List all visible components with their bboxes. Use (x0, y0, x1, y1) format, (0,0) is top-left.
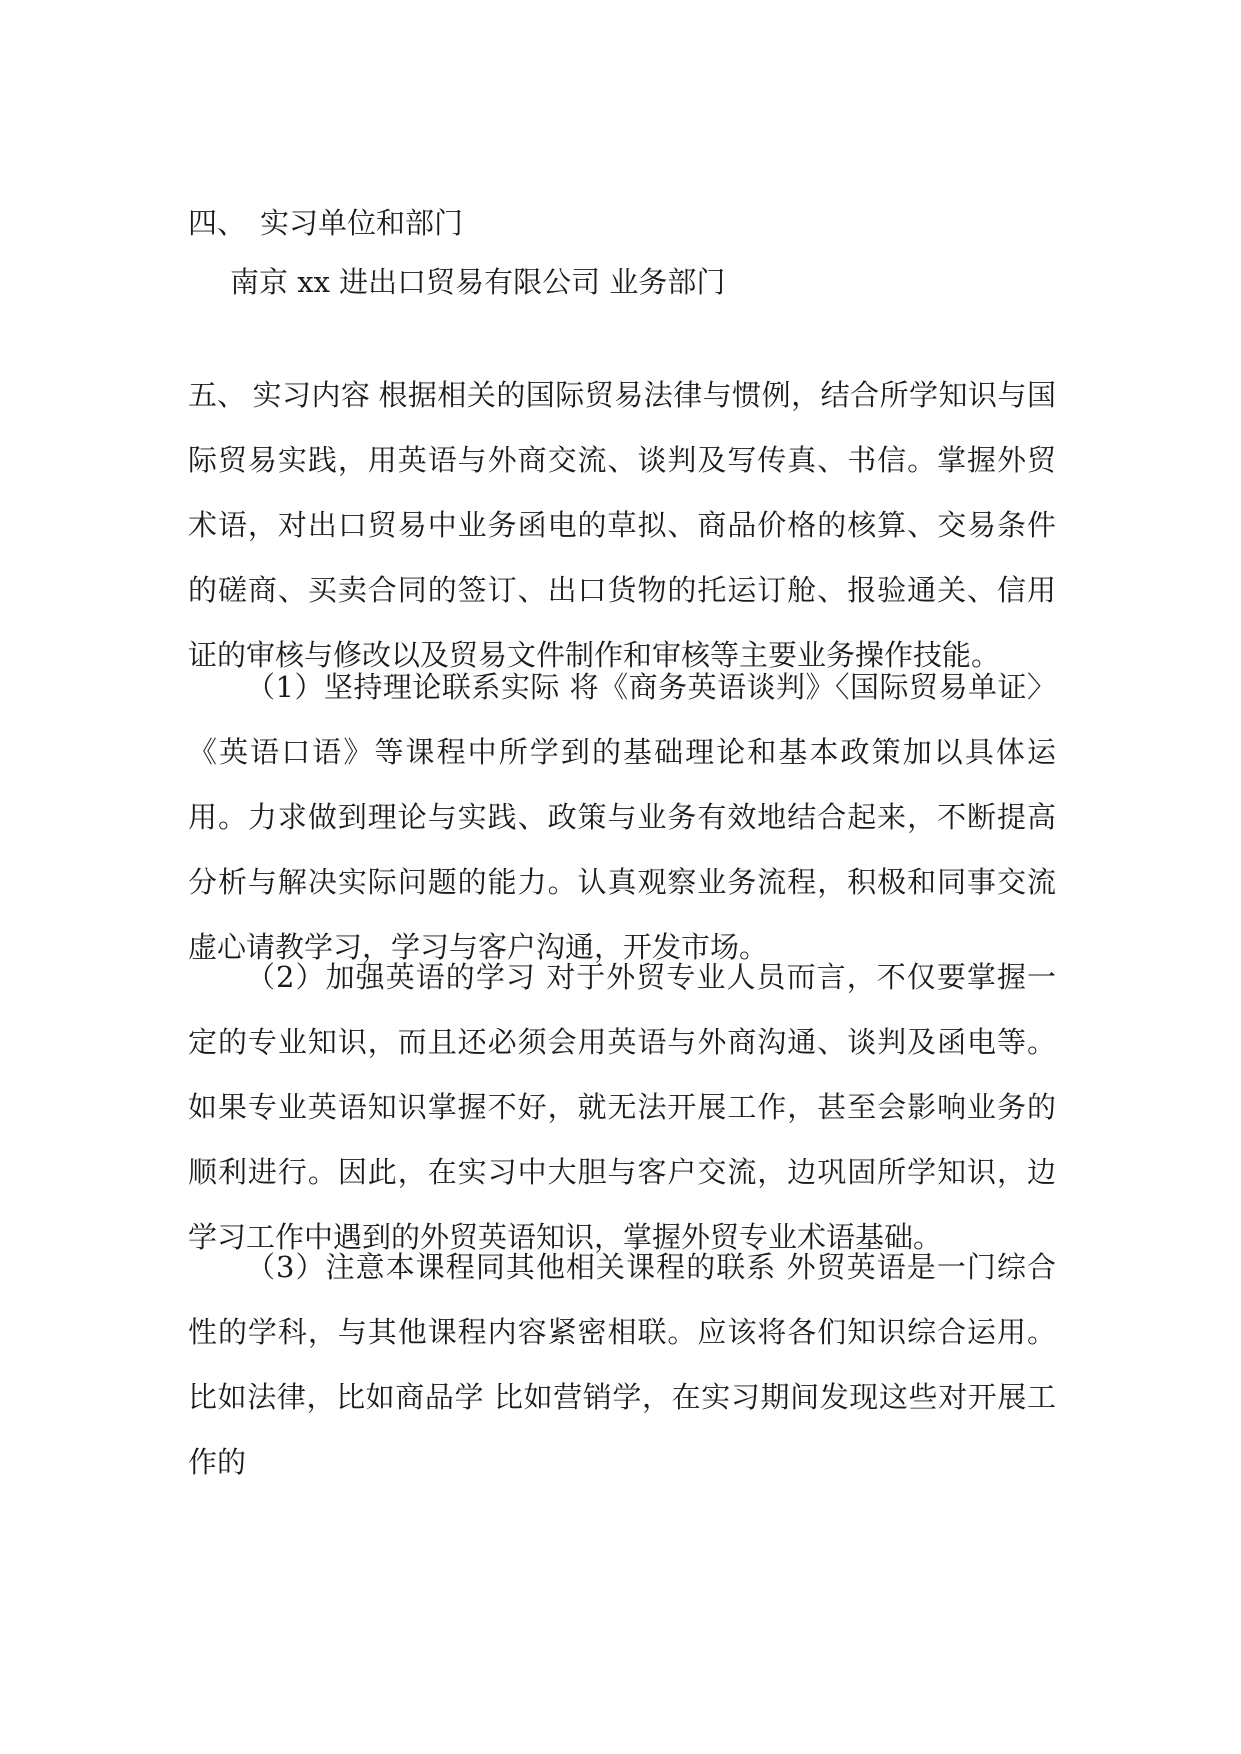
section-4-heading (188, 203, 463, 243)
item-2-paragraph: （2）加强英语的学习 对于外贸专业人员而言，不仅要掌握一定的专业知识，而且还必须会用英语与外商沟通、谈判及函电等。如果专业英语知识掌握不好，就无法开展工作，甚至会影响业务的顺利进行。因此，在实习中大胆与客户交流，边巩固所学知识，边学习工作中遇到的外贸英语知识，掌握外贸专业术语基础。 (188, 960, 1056, 1254)
item-3-paragraph: （3）注意本课程同其他相关课程的联系 外贸英语是一门综合性的学科，与其他课程内容紧密相联。应该将各们知识综合运用。比如法律，比如商品学 比如营销学，在实习期间发现这些对开展工作的 (188, 1250, 1056, 1479)
section-5-body: 根据相关的国际贸易法律与惯例，结合所学知识与国际贸易实践，用英语与外商交流、谈判及写传真、书信。掌握外贸术语，对出口贸易中业务函电的草拟、商品价格的核算、交易条件的磋商、买卖合同的签订、出口货物的托运订舱、报验通关、信用证的审核与修改以及贸易文件制作和审核等主要业务操作技能。 (188, 378, 1056, 672)
item-1-paragraph: （1）坚持理论联系实际 将《商务英语谈判》〈国际贸易单证〉《英语口语》等课程中所学到的基础理论和基本政策加以具体运用。力求做到理论与实践、政策与业务有效地结合起来，不断提高分析与解决实际问题的能力。认真观察业务流程，积极和同事交流 虚心请教学习，学习与客户沟通，开发市场。 (188, 670, 1056, 964)
section-5-paragraph (188, 363, 1056, 688)
section-5-number: 五、 (188, 378, 247, 412)
company-department-line: 南京 xx 进出口贸易有限公司 业务部门 (230, 265, 726, 299)
section-5-title: 实习内容 (252, 378, 371, 412)
section-4-number: 四、 (188, 206, 247, 240)
section-4-title: 实习单位和部门 (260, 206, 464, 240)
